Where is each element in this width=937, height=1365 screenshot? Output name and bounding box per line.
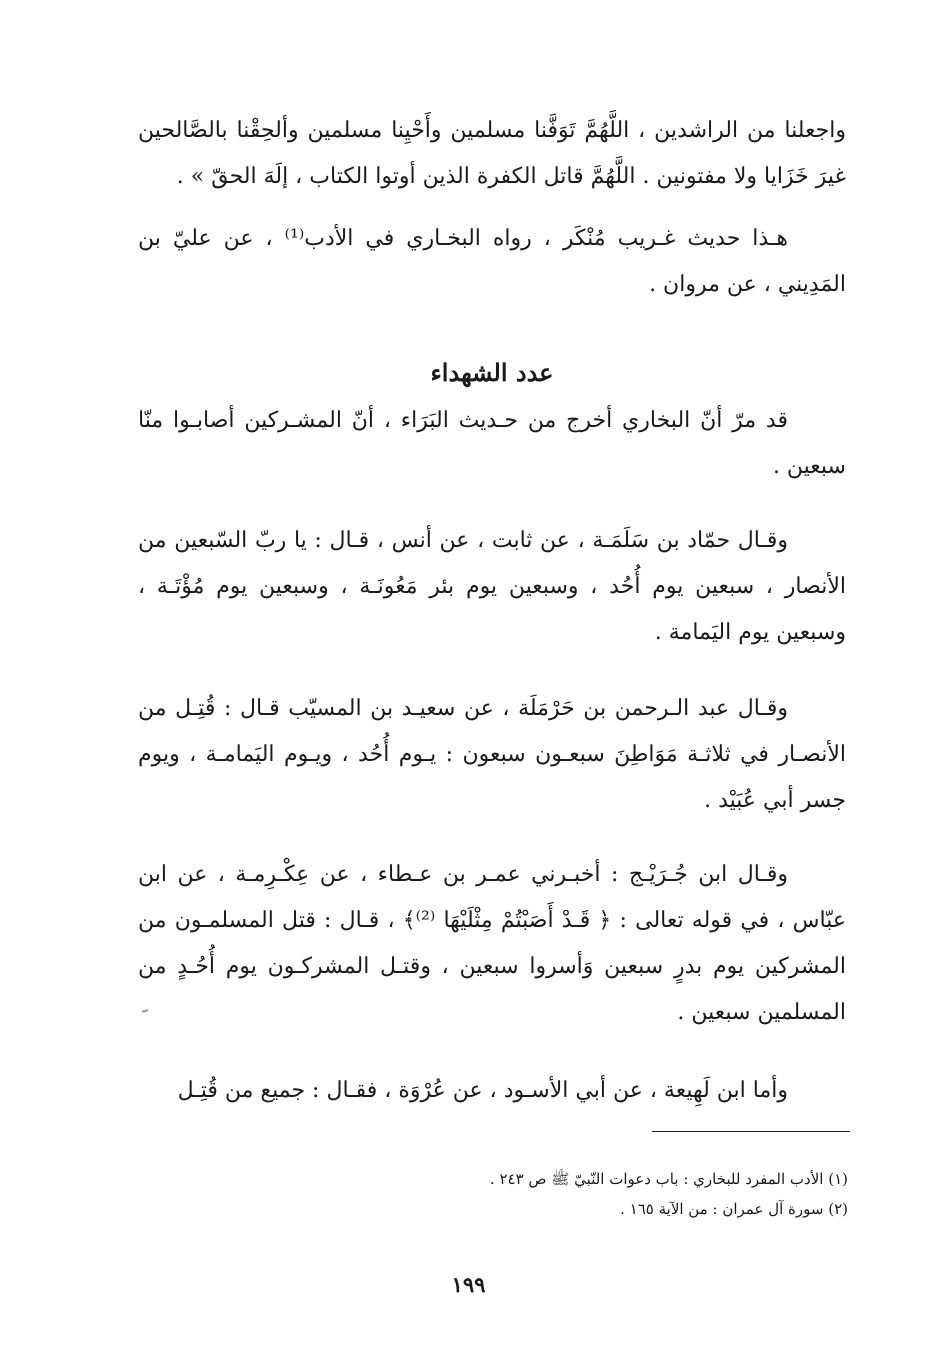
paragraph-hammad: وقـال حمّاد بن سَلَمَـة ، عن ثابت ، عن أنس ، قـال : يا ربّ السّبعين من الأنصار ، سبعين يوم أُحُد ، وسبعين يوم بئر مَعُونَـة ، وسبعين يوم مُؤْتَـة ، وسبعين يوم اليَمامة .: [138, 528, 846, 645]
paragraph-ibn-lahia: وأما ابن لَهِيعة ، عن أبي الأسـود ، عن عُرْوَة ، فقـال : جميع من قُتِـل: [177, 1078, 788, 1103]
paragraph-prayer: واجعلنا من الراشدين ، اللَّهُمَّ تَوَفَّنا مسلمين وأَحْيِنا مسلمين وألحِقْنا بالصَّالحين غيرَ خَزَايا ولا مفتونين . اللَّهُمَّ قاتل الكفرة الذين أوتوا الكتاب ، إلَهَ الحقّ » .: [138, 118, 846, 189]
section-heading: عدد الشهداء: [430, 358, 554, 387]
paragraph-hadith-note: هـذا حديث غـريب مُنْكَر ، رواه البخـاري في الأدب⁽¹⁾ ، عن عليّ بن المَدِيني ، عن مروان .: [138, 226, 846, 297]
footnote-divider: [652, 1131, 850, 1132]
paragraph-ibn-jurayj: وقـال ابن جُـرَيْـج : أخبـرني عمـر بن عـطاء ، عن عِكْـرِمـة ، عن ابن عبّاس ، في قوله تعالى : ﴿ قَـدْ أَصَبْتُمْ مِثْلَيْهَا ⁽²⁾﴾ ، قـال : قتل المسلمـون من المشركين يوم بدرٍ سبعين وَأسروا سبعين ، وقتـل المشركـون يوم أُحُـدٍ من المسلمين سبعين .: [138, 862, 846, 1025]
footnote-1: (١) الأدب المفرد للبخاري : باب دعوات النّبيّ ﷺ ص ٢٤٣ .: [489, 1170, 848, 1188]
paragraph-abd-al-rahman: وقـال عبد الـرحمن بن حَرْمَلَة ، عن سعيـد بن المسيّب قـال : قُتِـل من الأنصـار في ثلاثـة مَوَاطِنَ سبعـون سبعون : يـوم أُحُد ، ويـوم اليَمامـة ، ويوم جسر أبي عُبَيْد .: [138, 696, 846, 813]
footnote-2: (٢) سورة آل عمران : من الآية ١٦٥ .: [620, 1200, 848, 1218]
paragraph-bukhari: قد مرّ أنّ البخاري أخرج من حـديث البَرَاء ، أنّ المشـركين أصابـوا منّا سبعين .: [138, 408, 846, 479]
page-number: ١٩٩: [451, 1272, 486, 1297]
